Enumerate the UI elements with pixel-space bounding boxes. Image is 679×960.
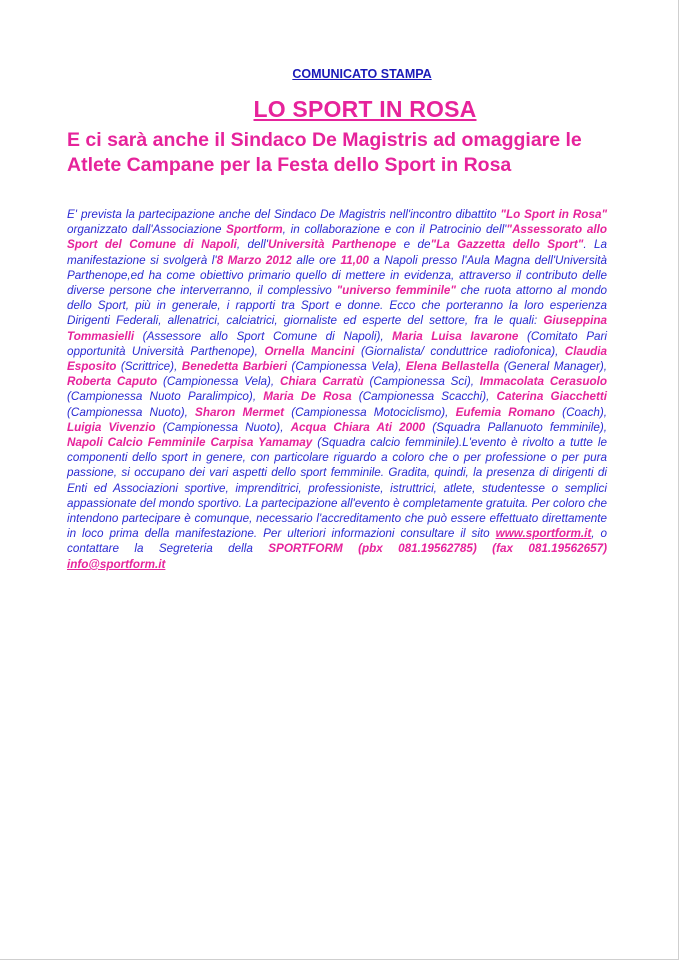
speaker-name: Ornella Mancini xyxy=(264,344,355,358)
body-text xyxy=(67,207,607,572)
body-text-run: e de xyxy=(396,238,431,252)
patron-name: "La Gazzetta dello Sport" xyxy=(430,238,584,252)
team-name: Napoli Calcio Femminile Carpisa Yamamay xyxy=(67,436,313,450)
body-text-run: E' prevista la partecipazione anche del Sindaco De Magistris nell'incontro dibattito xyxy=(67,208,501,221)
email-link[interactable]: info@sportform.it xyxy=(67,557,166,571)
organizer-name: Sportform xyxy=(226,223,283,237)
patron-name: Università Parthenope xyxy=(267,238,397,252)
body-text-run: (Squadra calcio femminile).L'evento è rivolto a tutte le componenti dello sport in genere, con particolare riguardo a coloro che o per professione o per pura passione, si occupano dei vari aspetti dello sport femminile. Gradita, quindi, la presenza di dirigenti di Enti ed Associazioni sportive, imprenditrici, professioniste, istruttrici, atlete, studentesse o semplici appassionate del mondo sportivo. La partecipazione all'evento è completamente gratuita. Per coloro che intendono partecipare è comunque, necessario l'accreditamento che può essere effettuato direttamente in loco prima della manifestazione. Per ulteriori informazioni consultare il sito xyxy=(67,436,607,541)
body-text-run: (Campionessa Vela), xyxy=(157,375,280,389)
speaker-name: Sharon Mermet xyxy=(195,405,285,419)
speaker-name: Benedetta Barbieri xyxy=(181,360,287,374)
website-link[interactable]: www.sportform.it xyxy=(495,527,592,541)
body-text-run: (Campionessa Motociclismo), xyxy=(284,405,456,419)
contact-numbers: (pbx 081.19562785) (fax 081.19562657) xyxy=(342,542,607,556)
speaker-name: Chiara Carratù xyxy=(279,375,364,389)
body-text-run: alle ore xyxy=(291,253,341,267)
event-date: 8 Marzo 2012 xyxy=(216,253,292,267)
document-subtitle: E ci sarà anche il Sindaco De Magistris ad omaggiare le Atlete Campane per la Festa dello Sport in Rosa xyxy=(67,129,582,176)
press-release-label: COMUNICATO STAMPA xyxy=(292,67,432,81)
organizer-name: SPORTFORM xyxy=(268,542,343,556)
speaker-name: Giuseppina Tommasielli xyxy=(67,314,607,343)
speaker-name: Immacolata Cerasuolo xyxy=(479,375,607,389)
body-text-run: (Campionessa Nuoto Paralimpico), xyxy=(67,390,264,404)
body-text-run: a Napoli presso l'Aula Magna dell'Università Parthenope,ed ha come obiettivo primario quello di mettere in evidenza, attraverso il contributo delle diverse persone che interverranno, il complessivo xyxy=(67,253,608,298)
body-text-run: (Squadra Pallanuoto femminile), xyxy=(425,420,607,434)
body-text-run: (Scrittrice), xyxy=(116,360,182,374)
body-text-run: , o contattare la Segreteria della xyxy=(67,527,607,556)
speaker-name: Elena Bellastella xyxy=(405,360,500,374)
event-time: 11,00 xyxy=(340,253,369,267)
body-text-run: che ruota attorno al mondo dello Sport, più in generale, i rapporti tra Sport e donne. Ecco che porteranno la loro esperienza Dirigenti Federali, allenatrici, calciatrici, giornaliste ed esperte del settore, fra le quali: xyxy=(67,284,607,328)
body-text-run: (Campionessa Nuoto), xyxy=(67,405,196,419)
body-text-run: (Campionessa Scacchi), xyxy=(351,390,497,404)
body-text-run: (Campionessa Sci), xyxy=(363,375,480,389)
body-text-run: . La manifestazione si svolgerà l' xyxy=(67,238,607,267)
speaker-name: Maria Luisa Iavarone xyxy=(392,329,519,343)
body-text-run: , dell' xyxy=(236,238,268,252)
body-text-run: (Assessore allo Sport Comune di Napoli), xyxy=(134,329,393,343)
speaker-name: Roberta Caputo xyxy=(67,375,158,389)
speaker-name: Caterina Giacchetti xyxy=(496,390,607,404)
patron-name: "Assessorato allo Sport del Comune di Napoli xyxy=(67,223,607,252)
team-name: Acqua Chiara Ati 2000 xyxy=(290,420,426,434)
speaker-name: Eufemia Romano xyxy=(455,405,555,419)
highlight-phrase: "universo femminile" xyxy=(336,284,456,298)
speaker-name: Luigia Vivenzio xyxy=(67,420,156,434)
body-text-run: (Coach), xyxy=(555,405,607,419)
speaker-name: Maria De Rosa xyxy=(263,390,352,404)
body-text-run: (Campionessa Vela), xyxy=(286,360,406,374)
body-text-run: (Campionessa Nuoto), xyxy=(155,420,291,434)
body-text-run: organizzato dall'Associazione xyxy=(67,223,227,237)
body-text-run: (Giornalista/ conduttrice radiofonica), xyxy=(354,344,565,358)
body-text-run: , in collaborazione e con il Patrocinio dell' xyxy=(282,223,507,237)
body-text-run: (General Manager), xyxy=(499,360,607,374)
speaker-name: Claudia Esposito xyxy=(67,344,607,374)
event-name: "Lo Sport in Rosa" xyxy=(500,208,607,221)
document-title: LO SPORT IN ROSA xyxy=(253,96,477,122)
body-text-run: (Comitato Pari opportunità Università Parthenope), xyxy=(67,329,607,358)
